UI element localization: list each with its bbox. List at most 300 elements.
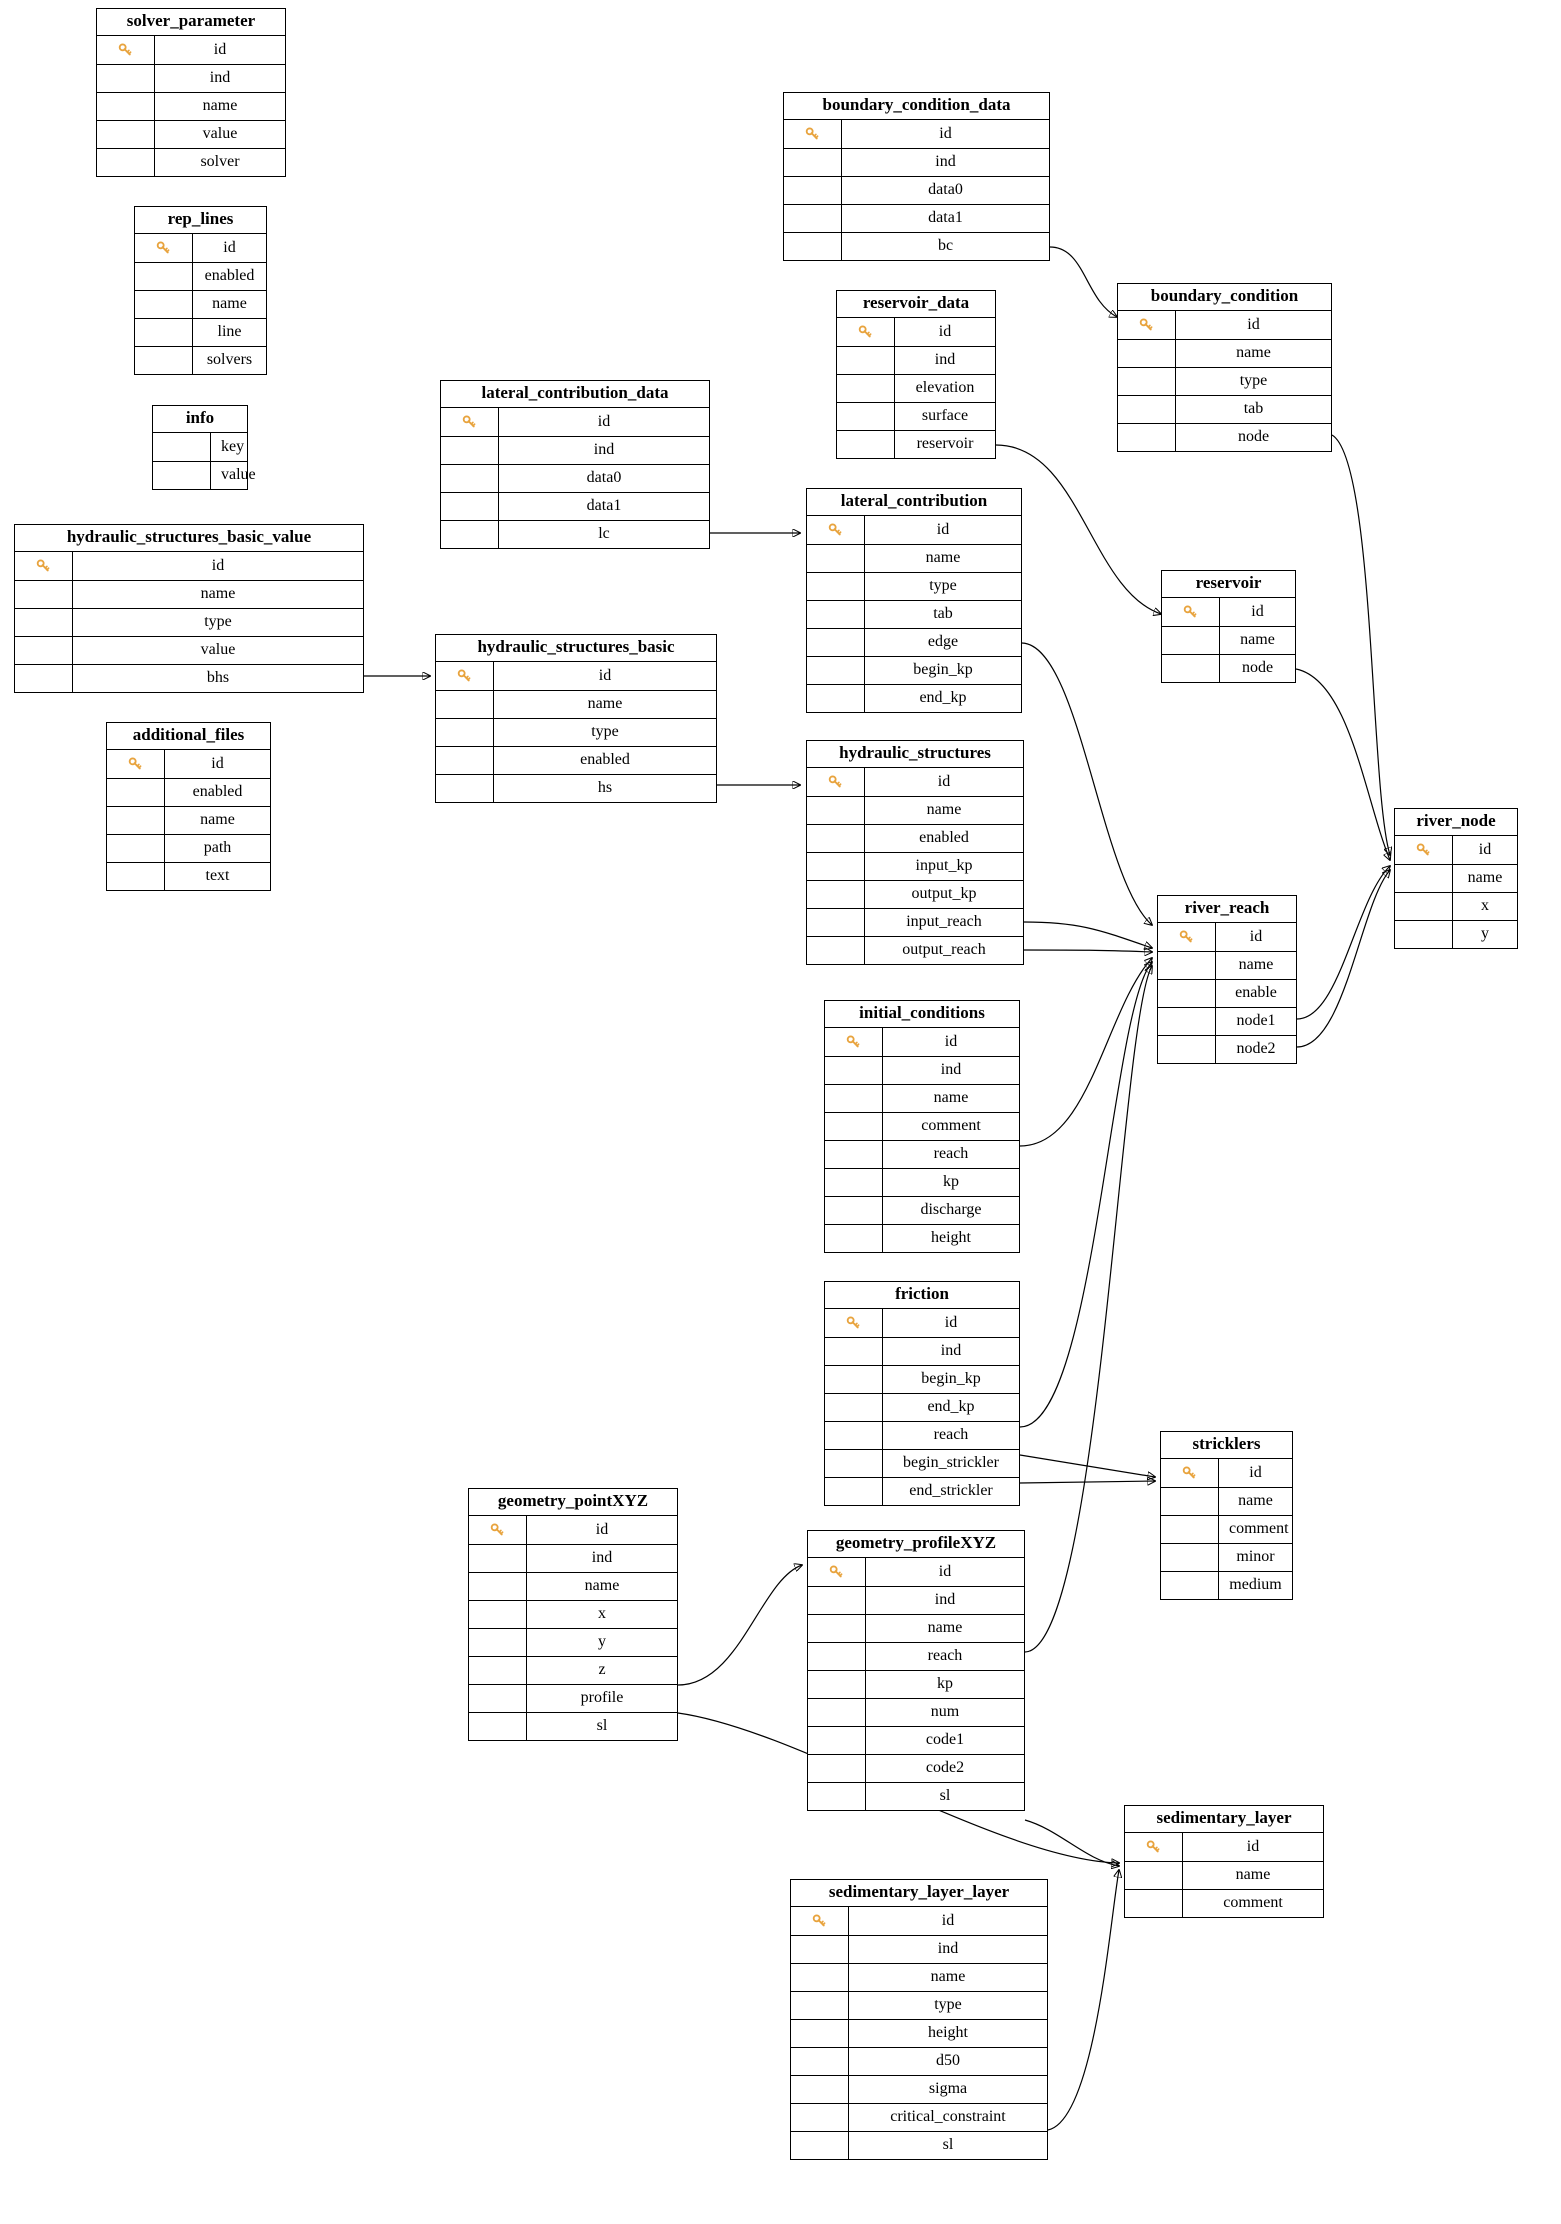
key-cell-empty (436, 775, 494, 802)
entity-field-row (825, 1365, 1019, 1393)
key-cell-empty (807, 797, 865, 824)
key-cell-empty (791, 2076, 849, 2103)
entity-field-label: value (200, 641, 236, 659)
key-cell-empty (825, 1113, 883, 1140)
entity-table-solver_parameter[interactable] (96, 8, 286, 177)
key-cell-empty (107, 863, 165, 890)
entity-field-label: type (591, 723, 619, 741)
entity-field-label: key (221, 437, 245, 455)
entity-field-label: reach (933, 1426, 969, 1444)
entity-table-title: stricklers (1161, 1432, 1292, 1459)
entity-field-row (808, 1782, 1024, 1810)
entity-table-title: initial_conditions (825, 1001, 1019, 1028)
key-cell-empty (469, 1713, 527, 1740)
key-cell-empty (825, 1394, 883, 1421)
entity-field-row (441, 464, 709, 492)
entity-field-label: ind (591, 1549, 613, 1567)
entity-field-row (807, 516, 1021, 544)
entity-field-label: node (1237, 428, 1270, 446)
entity-field-row (825, 1393, 1019, 1421)
entity-table-title: river_node (1395, 809, 1517, 836)
entity-field-row (469, 1516, 677, 1544)
entity-table-sedimentary_layer[interactable] (1124, 1805, 1324, 1918)
entity-field-label: id (223, 238, 236, 256)
entity-field-label: minor (1236, 1548, 1275, 1566)
entity-table-title: lateral_contribution_data (441, 381, 709, 408)
entity-field-label: sl (596, 1717, 608, 1735)
entity-table-title: additional_files (107, 723, 270, 750)
entity-table-hydraulic_structures[interactable] (806, 740, 1024, 965)
key-cell-empty (469, 1545, 527, 1572)
key-cell-empty (1158, 952, 1216, 979)
key-cell-empty (825, 1085, 883, 1112)
entity-field-label: ind (934, 1591, 956, 1609)
entity-field-label: enabled (580, 751, 630, 769)
entity-table-boundary_condition[interactable] (1117, 283, 1332, 452)
entity-field-row (825, 1224, 1019, 1252)
entity-field-label: elevation (915, 379, 975, 397)
relationship-edge (1020, 1455, 1155, 1477)
entity-field-row (807, 936, 1023, 964)
entity-field-row (807, 768, 1023, 796)
entity-table-title: solver_parameter (97, 9, 285, 36)
key-cell-empty (784, 149, 842, 176)
entity-field-label: d50 (936, 2052, 960, 2070)
entity-field-row (791, 1907, 1047, 1935)
key-cell-empty (825, 1422, 883, 1449)
entity-field-label: ind (940, 1342, 962, 1360)
entity-field-label: medium (1229, 1576, 1282, 1594)
entity-field-label: enabled (192, 783, 243, 801)
entity-field-row (1118, 311, 1331, 339)
key-cell-empty (1161, 1544, 1219, 1571)
entity-field-label: id (938, 322, 952, 340)
primary-key-icon (807, 768, 865, 796)
entity-table-friction[interactable] (824, 1281, 1020, 1506)
primary-key-icon (436, 662, 494, 690)
entity-field-row (784, 148, 1049, 176)
key-cell-empty (807, 657, 865, 684)
entity-field-label: name (200, 585, 236, 603)
key-cell-empty (807, 881, 865, 908)
entity-field-label: value (202, 125, 238, 143)
entity-table-lateral_contribution[interactable] (806, 488, 1022, 713)
entity-field-label: id (211, 556, 225, 574)
primary-key-icon (837, 318, 895, 346)
entity-field-label: z (598, 1661, 606, 1679)
entity-table-title: reservoir_data (837, 291, 995, 318)
key-cell-empty (469, 1573, 527, 1600)
relationship-edge (1025, 1820, 1119, 1866)
entity-field-label: name (584, 1577, 620, 1595)
entity-field-label: id (1249, 927, 1263, 945)
key-cell-empty (791, 2048, 849, 2075)
entity-field-row (135, 290, 266, 318)
entity-field-row (808, 1726, 1024, 1754)
key-cell-empty (825, 1225, 883, 1252)
entity-field-label: text (205, 867, 230, 885)
entity-field-row (15, 552, 363, 580)
relationship-edge (1050, 247, 1117, 317)
entity-field-label: path (203, 839, 232, 857)
entity-field-row (1395, 892, 1517, 920)
key-cell-empty (441, 465, 499, 492)
key-cell-empty (791, 1964, 849, 1991)
entity-field-row (107, 750, 270, 778)
entity-field-row (97, 36, 285, 64)
entity-field-row (807, 796, 1023, 824)
entity-field-row (436, 690, 716, 718)
key-cell-empty (1158, 1008, 1216, 1035)
entity-table-title: hydraulic_structures_basic (436, 635, 716, 662)
entity-field-label: enable (1235, 984, 1277, 1002)
key-cell-empty (825, 1366, 883, 1393)
key-cell-empty (15, 665, 73, 692)
relationship-edge (1022, 643, 1152, 925)
entity-field-row (441, 492, 709, 520)
entity-field-row (1118, 395, 1331, 423)
entity-field-row (825, 1421, 1019, 1449)
key-cell-empty (153, 462, 211, 489)
relationship-edge (1048, 1870, 1119, 2130)
key-cell-empty (436, 747, 494, 774)
entity-table-title: geometry_profileXYZ (808, 1531, 1024, 1558)
key-cell-empty (1395, 865, 1453, 892)
entity-field-row (825, 1028, 1019, 1056)
entity-field-row (791, 2131, 1047, 2159)
entity-field-label: reach (927, 1647, 963, 1665)
relationship-edge (1024, 922, 1152, 948)
key-cell-empty (1118, 396, 1176, 423)
key-cell-empty (153, 433, 211, 461)
entity-field-label: id (941, 1911, 955, 1929)
key-cell-empty (791, 2104, 849, 2131)
entity-field-row (784, 120, 1049, 148)
entity-field-row (469, 1628, 677, 1656)
entity-field-label: end_kp (919, 689, 967, 707)
entity-field-label: begin_kp (921, 1370, 981, 1388)
entity-field-label: height (931, 1229, 971, 1247)
relationship-edge (1020, 958, 1152, 1146)
entity-field-row (469, 1712, 677, 1740)
entity-field-label: kp (943, 1173, 959, 1191)
entity-field-row (825, 1449, 1019, 1477)
entity-table-hydraulic_structures_basic_value[interactable] (14, 524, 364, 693)
key-cell-empty (825, 1141, 883, 1168)
entity-field-label: name (925, 549, 961, 567)
entity-field-row (808, 1754, 1024, 1782)
entity-field-row (1118, 367, 1331, 395)
entity-field-label: height (928, 2024, 968, 2042)
entity-field-row (807, 684, 1021, 712)
entity-table-info[interactable] (152, 405, 256, 490)
entity-field-row (441, 408, 709, 436)
key-cell-empty (837, 347, 895, 374)
relationship-edge (1296, 669, 1390, 860)
entity-field-row (15, 580, 363, 608)
entity-field-row (825, 1309, 1019, 1337)
entity-table-additional_files[interactable] (106, 722, 271, 891)
entity-field-row (15, 636, 363, 664)
entity-field-row (1125, 1833, 1323, 1861)
entity-field-row (441, 436, 709, 464)
key-cell-empty (807, 545, 865, 572)
entity-field-row (791, 1991, 1047, 2019)
entity-field-row (97, 120, 285, 148)
entity-table-title: river_reach (1158, 896, 1296, 923)
entity-table-lateral_contribution_data[interactable] (440, 380, 710, 549)
key-cell-empty (1395, 893, 1453, 920)
entity-field-label: node1 (1236, 1012, 1276, 1030)
entity-field-label: ind (940, 1061, 962, 1079)
primary-key-icon (1161, 1459, 1219, 1487)
entity-field-label: surface (921, 407, 969, 425)
entity-table-geometry_profileXYZ[interactable] (807, 1530, 1025, 1811)
entity-field-label: sigma (928, 2080, 968, 2098)
entity-field-label: input_kp (915, 857, 973, 875)
entity-field-label: name (1235, 1866, 1271, 1884)
entity-field-row (1118, 423, 1331, 451)
entity-field-row (791, 2103, 1047, 2131)
entity-field-label: value (221, 466, 256, 484)
key-cell-empty (837, 403, 895, 430)
entity-field-label: x (1481, 897, 1489, 915)
entity-field-row (153, 433, 247, 461)
relationship-edge (678, 1565, 802, 1685)
entity-field-label: id (936, 520, 950, 538)
entity-field-row (97, 64, 285, 92)
entity-table-title: sedimentary_layer_layer (791, 1880, 1047, 1907)
entity-table-stricklers[interactable] (1160, 1431, 1293, 1600)
key-cell-empty (1125, 1890, 1183, 1917)
entity-field-row (1395, 836, 1517, 864)
entity-field-row (1161, 1515, 1292, 1543)
entity-field-label: data0 (928, 181, 963, 199)
key-cell-empty (107, 807, 165, 834)
entity-field-label: id (1247, 315, 1260, 333)
entity-field-row (784, 232, 1049, 260)
entity-field-row (808, 1558, 1024, 1586)
entity-field-row (825, 1477, 1019, 1505)
key-cell-empty (825, 1450, 883, 1477)
entity-table-title: info (153, 406, 247, 433)
key-cell-empty (807, 909, 865, 936)
entity-field-row (1162, 598, 1295, 626)
key-cell-empty (1118, 368, 1176, 395)
entity-field-row (441, 520, 709, 548)
entity-table-reservoir[interactable] (1161, 570, 1296, 683)
entity-field-label: comment (1229, 1520, 1289, 1538)
entity-table-title: friction (825, 1282, 1019, 1309)
entity-field-label: id (597, 412, 611, 430)
entity-field-label: data0 (586, 469, 622, 487)
key-cell-empty (1161, 1516, 1219, 1543)
entity-field-label: type (934, 1996, 962, 2014)
entity-field-row (807, 544, 1021, 572)
key-cell-empty (15, 581, 73, 608)
entity-field-label: kp (937, 1675, 953, 1693)
key-cell-empty (436, 719, 494, 746)
entity-field-row (436, 662, 716, 690)
key-cell-empty (15, 609, 73, 636)
entity-field-label: name (1467, 869, 1503, 887)
entity-field-row (825, 1140, 1019, 1168)
entity-field-row (784, 176, 1049, 204)
entity-field-label: num (930, 1703, 960, 1721)
entity-field-label: ind (593, 441, 615, 459)
entity-table-reservoir_data[interactable] (836, 290, 996, 459)
key-cell-empty (135, 263, 193, 290)
entity-field-row (1158, 979, 1296, 1007)
entity-field-row (1118, 339, 1331, 367)
key-cell-empty (784, 177, 842, 204)
entity-table-title: hydraulic_structures_basic_value (15, 525, 363, 552)
entity-field-row (825, 1337, 1019, 1365)
entity-field-label: name (1238, 1492, 1273, 1510)
relationship-edge (1020, 1481, 1155, 1483)
entity-field-row (135, 262, 266, 290)
entity-field-label: solvers (206, 351, 253, 369)
entity-field-row (1161, 1571, 1292, 1599)
entity-field-label: data1 (586, 497, 622, 515)
entity-field-label: id (938, 1562, 952, 1580)
key-cell-empty (107, 779, 165, 806)
entity-field-label: y (598, 1633, 606, 1651)
entity-field-label: profile (580, 1689, 624, 1707)
entity-field-label: sl (942, 2136, 954, 2154)
entity-table-title: boundary_condition (1118, 284, 1331, 311)
entity-table-hydraulic_structures_basic[interactable] (435, 634, 717, 803)
entity-field-row (436, 718, 716, 746)
entity-field-row (15, 608, 363, 636)
entity-field-row (825, 1196, 1019, 1224)
entity-table-sedimentary_layer_layer[interactable] (790, 1879, 1048, 2160)
entity-table-geometry_pointXYZ[interactable] (468, 1488, 678, 1741)
entity-field-row (97, 92, 285, 120)
key-cell-empty (97, 93, 155, 120)
entity-table-boundary_condition_data[interactable] (783, 92, 1050, 261)
entity-field-row (784, 204, 1049, 232)
entity-field-row (135, 346, 266, 374)
entity-field-label: input_reach (906, 913, 982, 931)
key-cell-empty (436, 691, 494, 718)
entity-field-row (1395, 864, 1517, 892)
entity-field-row (107, 834, 270, 862)
entity-field-label: edge (927, 633, 959, 651)
entity-field-label: id (1478, 840, 1492, 858)
entity-field-row (1158, 1035, 1296, 1063)
key-cell-empty (441, 437, 499, 464)
key-cell-empty (791, 1936, 849, 1963)
key-cell-empty (791, 2132, 849, 2159)
entity-field-label: output_kp (911, 885, 977, 903)
key-cell-empty (97, 65, 155, 92)
entity-field-label: code2 (925, 1759, 965, 1777)
relationship-edge (1297, 866, 1390, 1019)
key-cell-empty (1118, 424, 1176, 451)
key-cell-empty (808, 1671, 866, 1698)
key-cell-empty (825, 1478, 883, 1505)
entity-field-label: name (926, 801, 962, 819)
key-cell-empty (808, 1727, 866, 1754)
entity-field-label: name (212, 295, 247, 313)
entity-field-label: id (213, 40, 227, 58)
key-cell-empty (807, 937, 865, 964)
key-cell-empty (1118, 340, 1176, 367)
entity-field-label: id (944, 1313, 958, 1331)
entity-field-row (837, 402, 995, 430)
entity-table-title: hydraulic_structures (807, 741, 1023, 768)
entity-table-river_reach[interactable] (1157, 895, 1297, 1064)
relationship-edge (1025, 966, 1152, 1652)
entity-field-label: hs (597, 779, 613, 797)
entity-field-label: sl (939, 1787, 951, 1805)
entity-table-rep_lines[interactable] (134, 206, 267, 375)
entity-field-label: name (1238, 956, 1274, 974)
entity-field-row (107, 862, 270, 890)
entity-table-river_node[interactable] (1394, 808, 1518, 949)
entity-field-row (791, 2019, 1047, 2047)
entity-field-row (107, 778, 270, 806)
primary-key-icon (784, 120, 842, 148)
primary-key-icon (825, 1028, 883, 1056)
entity-field-label: tab (933, 605, 953, 623)
entity-field-row (825, 1084, 1019, 1112)
key-cell-empty (837, 375, 895, 402)
entity-field-row (1158, 923, 1296, 951)
entity-field-label: ind (935, 153, 956, 171)
entity-field-row (1158, 1007, 1296, 1035)
key-cell-empty (825, 1057, 883, 1084)
primary-key-icon (808, 1558, 866, 1586)
entity-field-row (107, 806, 270, 834)
entity-field-row (1162, 626, 1295, 654)
key-cell-empty (135, 347, 193, 374)
key-cell-empty (1395, 921, 1453, 948)
primary-key-icon (825, 1309, 883, 1337)
entity-field-row (807, 880, 1023, 908)
entity-table-initial_conditions[interactable] (824, 1000, 1020, 1253)
key-cell-empty (808, 1615, 866, 1642)
key-cell-empty (1161, 1572, 1219, 1599)
entity-field-row (436, 774, 716, 802)
entity-field-row (1158, 951, 1296, 979)
primary-key-icon (1395, 836, 1453, 864)
entity-field-row (469, 1600, 677, 1628)
primary-key-icon (1158, 923, 1216, 951)
entity-table-title: lateral_contribution (807, 489, 1021, 516)
entity-field-row (791, 2075, 1047, 2103)
primary-key-icon (97, 36, 155, 64)
key-cell-empty (791, 1992, 849, 2019)
entity-field-row (807, 572, 1021, 600)
entity-field-row (436, 746, 716, 774)
key-cell-empty (807, 825, 865, 852)
entity-field-row (1161, 1487, 1292, 1515)
primary-key-icon (1125, 1833, 1183, 1861)
entity-field-row (807, 600, 1021, 628)
key-cell-empty (808, 1755, 866, 1782)
key-cell-empty (1125, 1862, 1183, 1889)
entity-field-label: discharge (920, 1201, 982, 1219)
relationship-edge (1332, 435, 1390, 855)
entity-field-row (808, 1670, 1024, 1698)
entity-field-row (135, 234, 266, 262)
primary-key-icon (469, 1516, 527, 1544)
key-cell-empty (135, 291, 193, 318)
entity-field-label: name (1236, 344, 1271, 362)
entity-field-row (469, 1544, 677, 1572)
